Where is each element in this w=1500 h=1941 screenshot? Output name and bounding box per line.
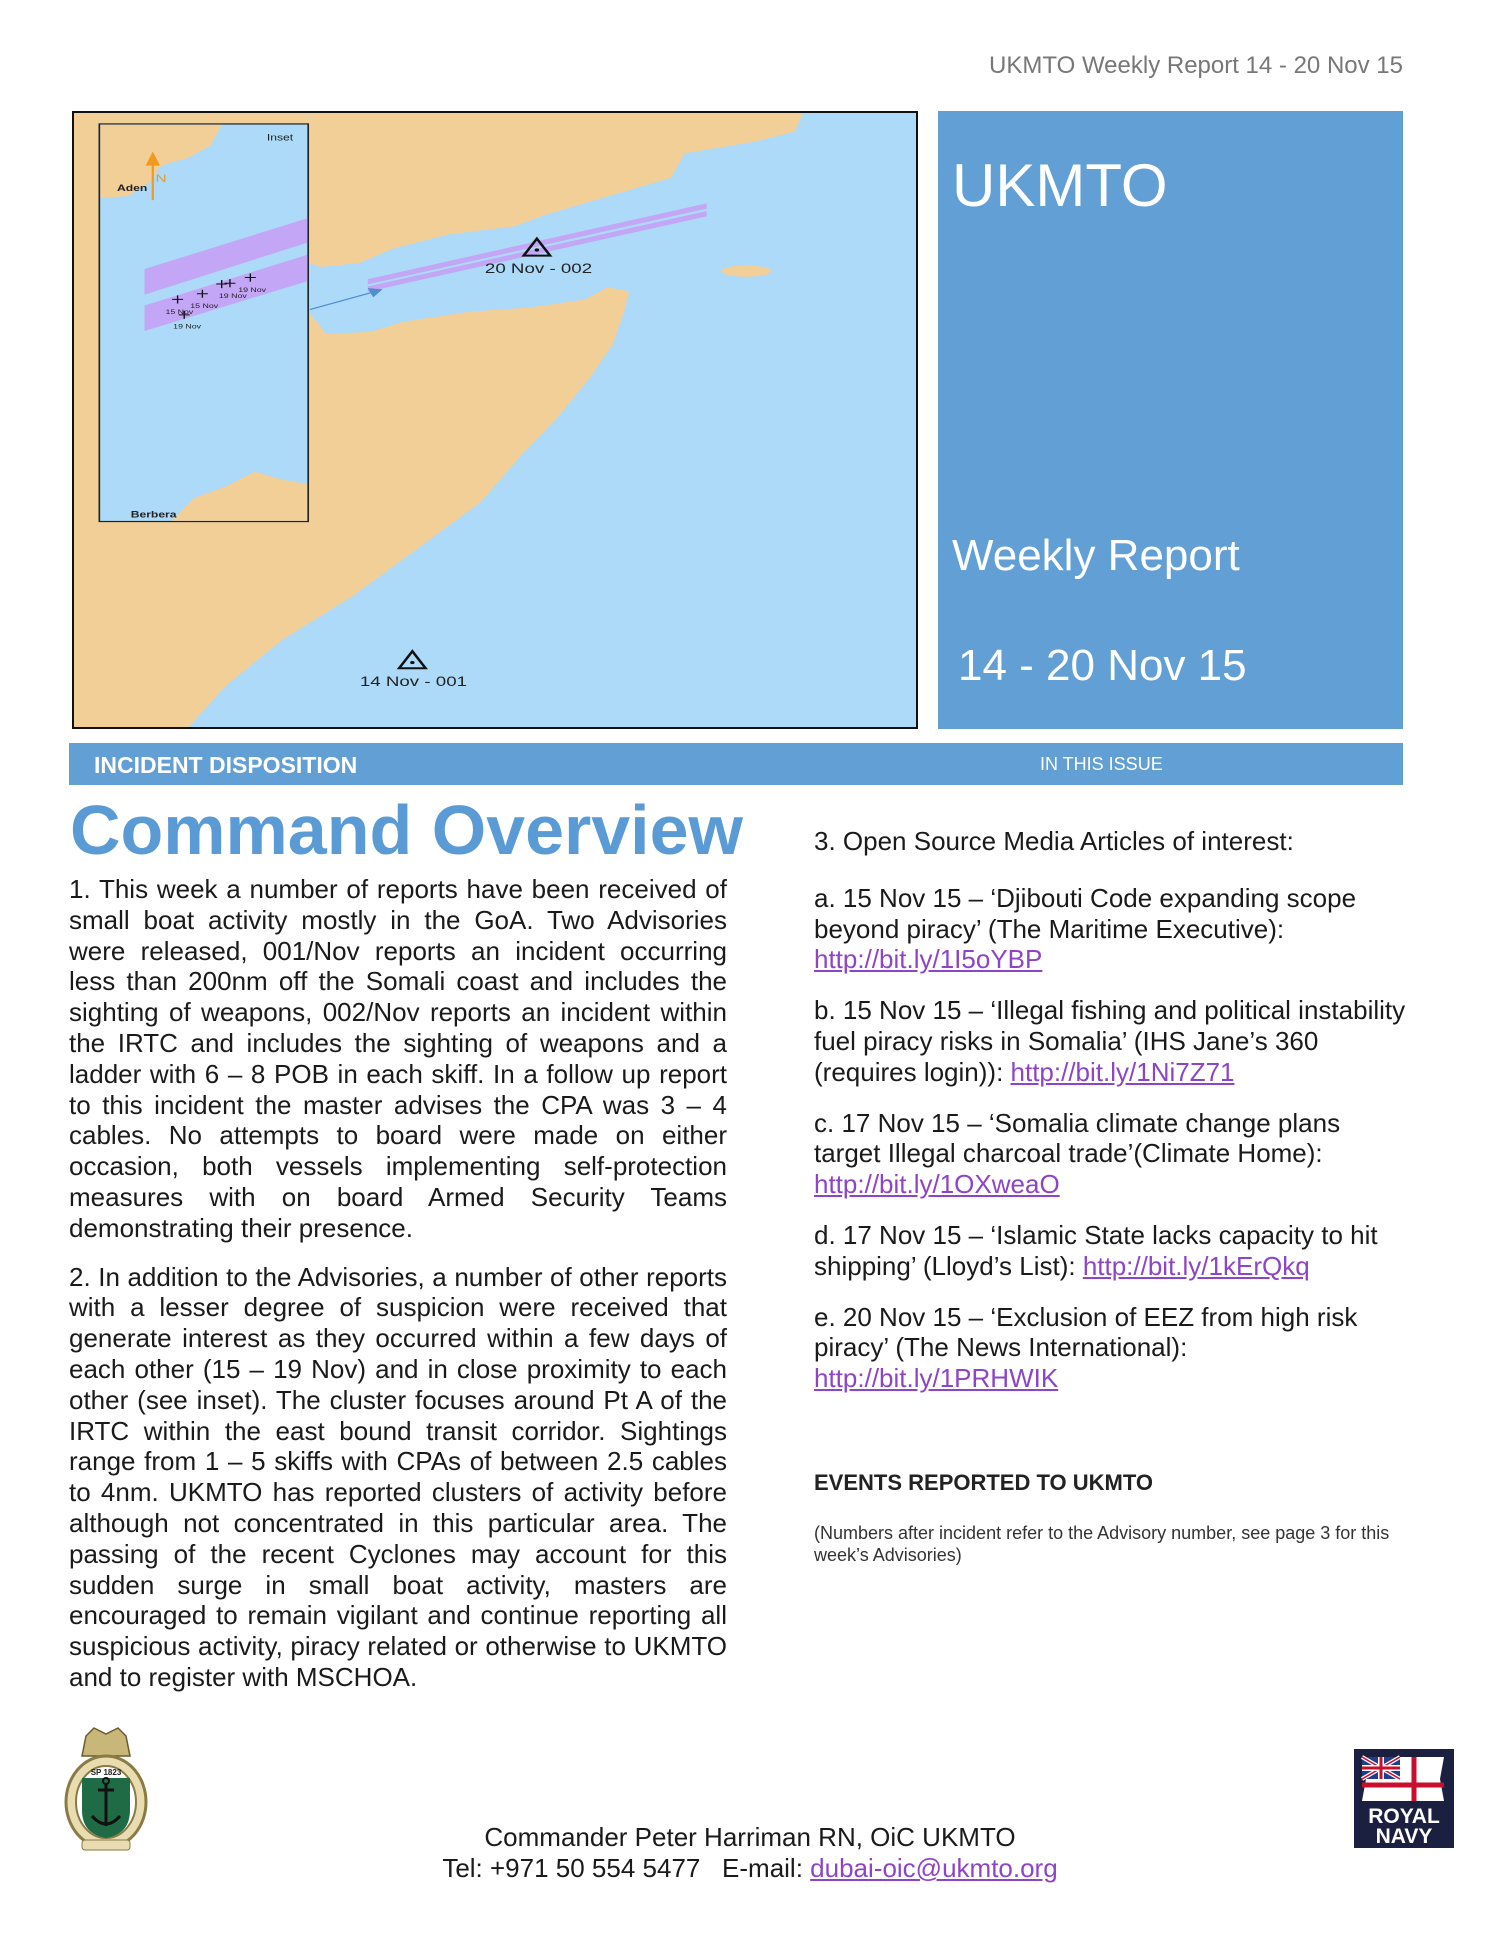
paragraph: 1. This week a number of reports have been received of small boat activity mostly in the GoA. Two Advisories were released, 001/Nov reports an incident occurring less than 200nm off the Somali coast and includes the sighting of weapons, 002/Nov reports an incident within the IRTC and includes the sighting of weapons and a ladder with 6 – 8 POB in each skiff. In a follow up report to this incident the master advises the CPA was 3 – 4 cables. No attempts to board were made on either occasion, both vessels implementing self-protection measures with on board Armed Security Teams demonstrating their presence. (69, 874, 727, 1243)
events-heading: EVENTS REPORTED TO UKMTO (814, 1470, 1154, 1495)
article-link[interactable]: http://bit.ly/1Ni7Z71 (1010, 1056, 1235, 1087)
inset-map (99, 124, 308, 522)
cover-panel (938, 111, 1403, 729)
incident-map (72, 111, 918, 729)
footer-name: Commander Peter Harriman RN, OiC UKMTO (484, 1822, 1016, 1852)
land-socotra (721, 265, 771, 276)
page-title: Command Overview (70, 791, 743, 869)
article-link[interactable]: http://bit.ly/1kErQkq (1082, 1250, 1310, 1281)
article-item: e. 20 Nov 15 – ‘Exclusion of EEZ from high risk piracy’ (The News International): http://bit.ly/1PRHWIK (814, 1301, 1358, 1394)
paragraph: 2. In addition to the Advisories, a number of other reports with a lesser degree of suspicion were received that generate interest as they occurred within a few days of each other (15 – 19 Nov) and in close proximity to each other (see inset). The cluster focuses around Pt A of the IRTC within the east bound transit corridor. Sightings range from 1 – 5 skiffs with CPAs of between 2.5 cables to 4nm. UKMTO has reported clusters of activity before although not concentrated in this particular area. The passing of the recent Cyclones may account for this sudden surge in small boat activity, masters are encouraged to remain vigilant and continue reporting all suspicious activity, piracy related or otherwise to UKMTO and to register with MSCHOA. (69, 1261, 727, 1692)
marker-label: 19 Nov (238, 286, 267, 294)
article-link[interactable]: http://bit.ly/1I5oYBP (814, 944, 1043, 975)
article-item: d. 17 Nov 15 – ‘Islamic State lacks capacity to hit shipping’ (Lloyd’s List): http://bit.ly/1kErQkq (814, 1219, 1378, 1281)
footer-contact (0, 1822, 1500, 1884)
place-aden: Aden (116, 183, 148, 194)
logo-text: ROYAL (1368, 1805, 1440, 1828)
overview-body (69, 874, 727, 1711)
section-incident-disposition: INCIDENT DISPOSITION (94, 752, 358, 778)
cover-report-type: Weekly Report (952, 531, 1240, 580)
section-in-this-issue: IN THIS ISSUE (1040, 754, 1163, 774)
marker-label: 19 Nov (218, 291, 247, 300)
inset-label: Inset (266, 133, 294, 144)
marker-label: 15 Nov (165, 308, 194, 316)
footer-contact-line (0, 1853, 1500, 1884)
article-item: a. 15 Nov 15 – ‘Djibouti Code expanding scope beyond piracy’ (The Maritime Executive): http://bit.ly/1I5oYBP (814, 882, 1357, 975)
cover-org: UKMTO (952, 152, 1168, 219)
running-header: UKMTO Weekly Report 14 - 20 Nov 15 (989, 52, 1403, 79)
incident-label: 20 Nov - 002 (484, 261, 593, 277)
events-note: (Numbers after incident refer to the Advisory number, see page 3 for this week’s Advisories) (814, 1523, 1390, 1565)
footer-tel: Tel: +971 50 554 5477 E-mail: (442, 1853, 811, 1883)
map-graphic (74, 113, 916, 727)
section-bar (69, 743, 1403, 785)
logo-text: NAVY (1375, 1825, 1433, 1848)
article-link[interactable]: http://bit.ly/1OXweaO (814, 1169, 1060, 1200)
articles-heading: 3. Open Source Media Articles of interest: (814, 826, 1294, 856)
cover-date-range: 14 - 20 Nov 15 (958, 641, 1247, 690)
footer-email-link[interactable]: dubai-oic@ukmto.org (810, 1853, 1058, 1883)
crest-text: SP 1823 (90, 1768, 122, 1777)
marker-label: 19 Nov (173, 322, 202, 331)
marker-label: 15 Nov (190, 302, 219, 310)
incident-label: 14 Nov - 001 (359, 674, 468, 690)
article-item: b. 15 Nov 15 – ‘Illegal fishing and political instability fuel piracy risks in Somalia’ (IHS Jane’s 360 (requires login)): http://bit.ly/1Ni7Z71 (814, 995, 1406, 1087)
article-link[interactable]: http://bit.ly/1PRHWIK (814, 1363, 1059, 1394)
place-berbera: Berbera (130, 509, 177, 520)
article-item: c. 17 Nov 15 – ‘Somalia climate change plans target Illegal charcoal trade’(Climate Home): http://bit.ly/1OXweaO (814, 1107, 1341, 1200)
svg-text:N: N (155, 171, 167, 185)
articles-section (814, 826, 1409, 1414)
